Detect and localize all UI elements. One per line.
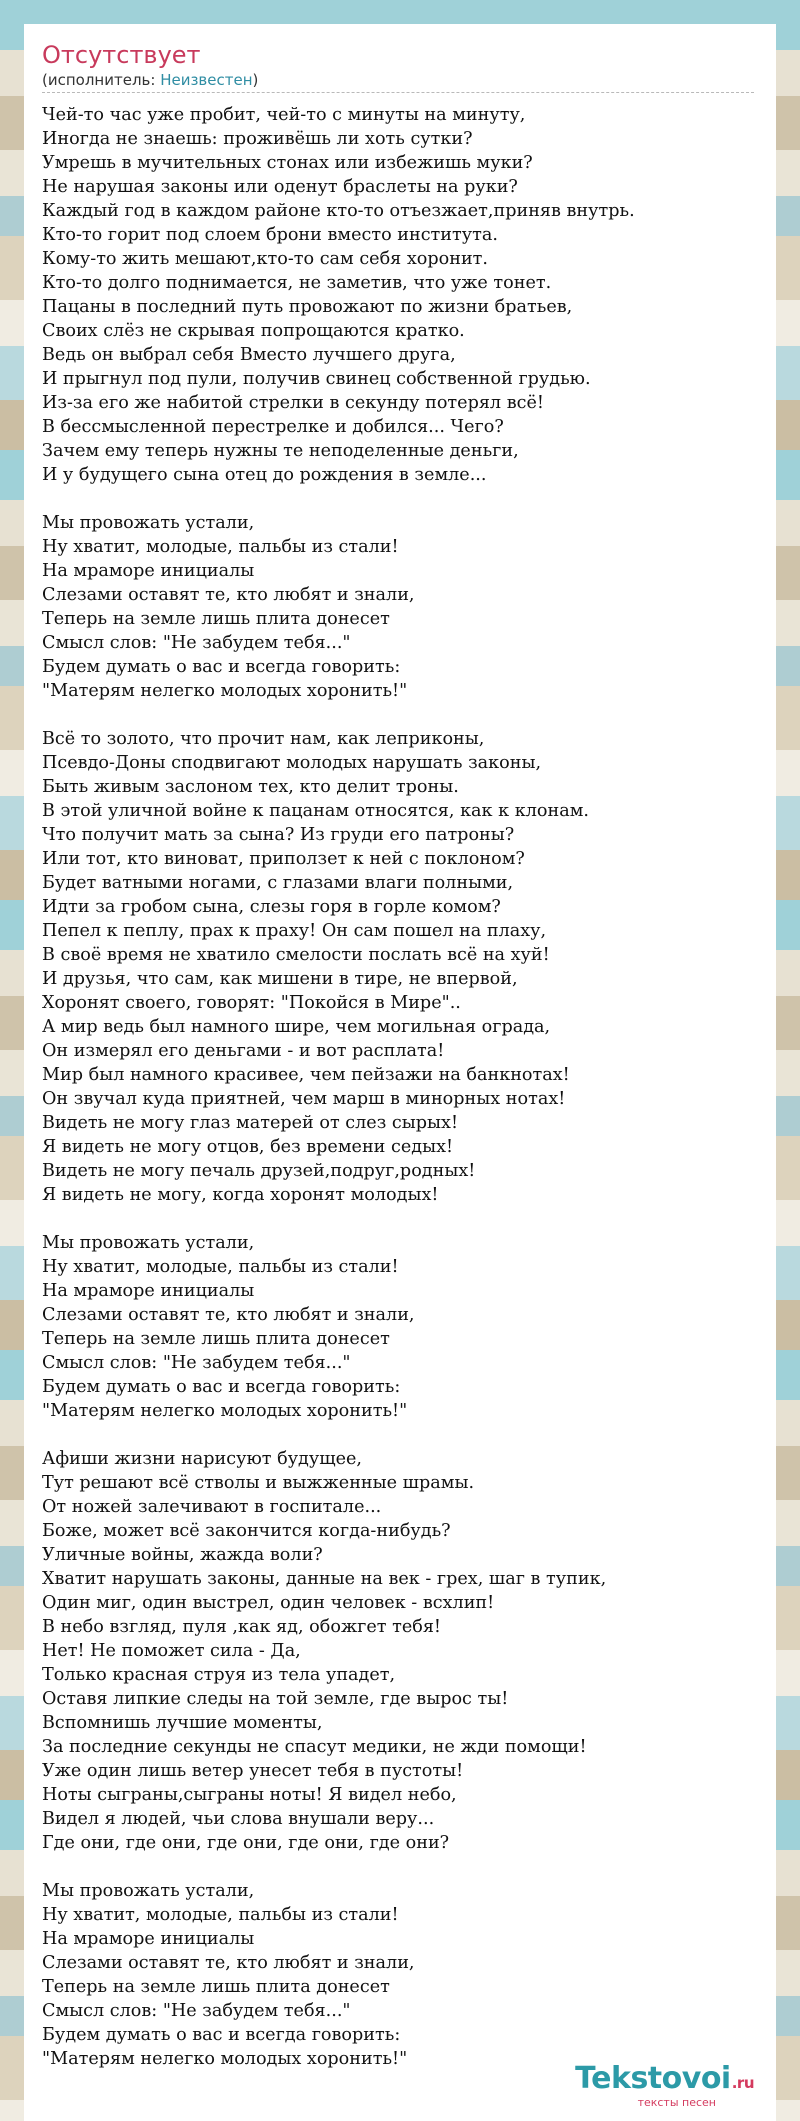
lyric-line: Слезами оставят те, кто любят и знали, xyxy=(42,585,415,605)
lyric-line: Ну хватит, молодые, пальбы из стали! xyxy=(42,1257,399,1277)
lyric-line: Из-за его же набитой стрелки в секунду потерял всё! xyxy=(42,393,544,413)
lyric-line: Своих слёз не скрывая попрощаются кратко. xyxy=(42,321,465,341)
lyric-line: Иногда не знаешь: проживёшь ли хоть сутки? xyxy=(42,129,473,149)
lyric-line: Слезами оставят те, кто любят и знали, xyxy=(42,1953,415,1973)
lyric-line: Слезами оставят те, кто любят и знали, xyxy=(42,1305,415,1325)
lyric-line: Хоронят своего, говорят: "Покойся в Мире".. xyxy=(42,993,461,1013)
lyric-line: На мраморе инициалы xyxy=(42,561,255,581)
lyric-line: И у будущего сына отец до рождения в земле... xyxy=(42,465,487,485)
lyric-line: Ну хватит, молодые, пальбы из стали! xyxy=(42,1905,399,1925)
lyric-line: Ведь он выбрал себя Вместо лучшего друга, xyxy=(42,345,456,365)
lyric-line: Будет ватными ногами, с глазами влаги полными, xyxy=(42,873,514,893)
lyric-line: Будем думать о вас и всегда говорить: xyxy=(42,657,401,677)
lyric-line: Псевдо-Доны сподвигают молодых нарушать законы, xyxy=(42,753,542,773)
lyric-line: Хватит нарушать законы, данные на век - грех, шаг в тупик, xyxy=(42,1569,607,1589)
lyric-line: Где они, где они, где они, где они, где они? xyxy=(42,1833,450,1853)
logo-name: Tekstovoi xyxy=(575,2061,731,2096)
lyric-line: "Матерям нелегко молодых хоронить!" xyxy=(42,1401,408,1421)
lyric-line: Нет! Не поможет сила - Да, xyxy=(42,1641,301,1661)
lyric-line: Ноты сыграны,сыграны ноты! Я видел небо, xyxy=(42,1785,457,1805)
song-title: Отсутствует xyxy=(42,41,201,69)
lyric-line: Он измерял его деньгами - и вот расплата! xyxy=(42,1041,445,1061)
stanza-break xyxy=(42,1855,758,1879)
lyric-line: Кому-то жить мешают,кто-то сам себя хоронит. xyxy=(42,249,489,269)
lyric-line: Умрешь в мучительных стонах или избежишь муки? xyxy=(42,153,533,173)
lyric-line: Чей-то час уже пробит, чей-то с минуты на минуту, xyxy=(42,105,526,125)
lyric-line: А мир ведь был намного шире, чем могильная ограда, xyxy=(42,1017,551,1037)
lyric-line: "Матерям нелегко молодых хоронить!" xyxy=(42,681,408,701)
lyric-line: Мир был намного красивее, чем пейзажи на банкнотах! xyxy=(42,1065,570,1085)
lyric-line: В небо взгляд, пуля ,как яд, обожгет тебя! xyxy=(42,1617,442,1637)
lyric-line: Зачем ему теперь нужны те неподеленные деньги, xyxy=(42,441,519,461)
lyric-line: Смысл слов: "Не забудем тебя..." xyxy=(42,2001,351,2021)
song-subtitle xyxy=(42,70,754,93)
lyric-line: Не нарушая законы или оденут браслеты на руки? xyxy=(42,177,518,197)
lyric-line: Кто-то горит под слоем брони вместо института. xyxy=(42,225,498,245)
lyric-line: За последние секунды не спасут медики, не жди помощи! xyxy=(42,1737,587,1757)
lyric-line: Афиши жизни нарисуют будущее, xyxy=(42,1449,363,1469)
stanza-break xyxy=(42,703,758,727)
lyric-line: Мы провожать устали, xyxy=(42,1233,255,1253)
lyric-line: Смысл слов: "Не забудем тебя..." xyxy=(42,633,351,653)
lyric-line: Боже, может всё закончится когда-нибудь? xyxy=(42,1521,451,1541)
lyric-line: Теперь на земле лишь плита донесет xyxy=(42,1329,390,1349)
lyric-line: Я видеть не могу отцов, без времени седых! xyxy=(42,1137,454,1157)
lyric-line: Пепел к пеплу, прах к праху! Он сам пошел на плаху, xyxy=(42,921,547,941)
lyric-line: Будем думать о вас и всегда говорить: xyxy=(42,2025,401,2045)
lyric-line: В этой уличной войне к пацанам относятся, как к клонам. xyxy=(42,801,589,821)
lyric-line: Что получит мать за сына? Из груди его патроны? xyxy=(42,825,515,845)
lyric-line: Идти за гробом сына, слезы горя в горле комом? xyxy=(42,897,501,917)
lyric-line: Видеть не могу глаз матерей от слез сырых! xyxy=(42,1113,459,1133)
lyric-line: Я видеть не могу, когда хоронят молодых! xyxy=(42,1185,439,1205)
lyric-line: Быть живым заслоном тех, кто делит троны. xyxy=(42,777,459,797)
lyric-line: Вспомнишь лучшие моменты, xyxy=(42,1713,323,1733)
lyric-line: Он звучал куда приятней, чем марш в минорных нотах! xyxy=(42,1089,566,1109)
lyric-line: Ну хватит, молодые, пальбы из стали! xyxy=(42,537,399,557)
lyric-line: "Матерям нелегко молодых хоронить!" xyxy=(42,2049,408,2069)
lyric-line: Будем думать о вас и всегда говорить: xyxy=(42,1377,401,1397)
lyric-line: Один миг, один выстрел, один человек - всхлип! xyxy=(42,1593,495,1613)
lyric-line: Только красная струя из тела упадет, xyxy=(42,1665,396,1685)
logo-wordmark xyxy=(575,2063,754,2099)
lyric-line: Уличные войны, жажда воли? xyxy=(42,1545,323,1565)
lyrics-text xyxy=(42,103,758,2071)
logo-tld: .ru xyxy=(731,2074,754,2092)
lyric-line: Видел я людей, чьи слова внушали веру... xyxy=(42,1809,435,1829)
site-logo[interactable] xyxy=(575,2063,754,2109)
lyric-line: Теперь на земле лишь плита донесет xyxy=(42,1977,390,1997)
subtitle-suffix: ) xyxy=(252,71,259,89)
subtitle-prefix: (исполнитель: xyxy=(42,71,161,89)
lyric-line: Пацаны в последний путь провожают по жизни братьев, xyxy=(42,297,573,317)
lyric-line: Или тот, кто виноват, приползет к ней с поклоном? xyxy=(42,849,525,869)
lyric-line: Теперь на земле лишь плита донесет xyxy=(42,609,390,629)
lyric-line: Уже один лишь ветер унесет тебя в пустоты! xyxy=(42,1761,464,1781)
lyric-line: Мы провожать устали, xyxy=(42,1881,255,1901)
stanza-break xyxy=(42,487,758,511)
lyric-line: На мраморе инициалы xyxy=(42,1929,255,1949)
stanza-break xyxy=(42,1207,758,1231)
lyric-line: И прыгнул под пули, получив свинец собственной грудью. xyxy=(42,369,591,389)
lyric-line: На мраморе инициалы xyxy=(42,1281,255,1301)
logo-tagline: тексты песен xyxy=(637,2096,716,2109)
lyric-line: В бессмысленной перестрелке и добился... Чего? xyxy=(42,417,504,437)
lyric-line: Всё то золото, что прочит нам, как леприконы, xyxy=(42,729,485,749)
lyric-line: Кто-то долго поднимается, не заметив, что уже тонет. xyxy=(42,273,552,293)
lyric-line: Смысл слов: "Не забудем тебя..." xyxy=(42,1353,351,1373)
lyric-line: Тут решают всё стволы и выжженные шрамы. xyxy=(42,1473,475,1493)
lyric-line: И друзья, что сам, как мишени в тире, не впервой, xyxy=(42,969,518,989)
lyric-line: Оставя липкие следы на той земле, где вырос ты! xyxy=(42,1689,509,1709)
lyric-line: Видеть не могу печаль друзей,подруг,родных! xyxy=(42,1161,476,1181)
lyric-line: От ножей залечивают в госпитале... xyxy=(42,1497,382,1517)
lyric-line: Каждый год в каждом районе кто-то отъезжает,приняв внутрь. xyxy=(42,201,635,221)
artist-link[interactable]: Неизвестен xyxy=(160,71,253,89)
lyric-line: В своё время не хватило смелости послать всё на хуй! xyxy=(42,945,550,965)
stanza-break xyxy=(42,1423,758,1447)
lyric-line: Мы провожать устали, xyxy=(42,513,255,533)
lyrics-card xyxy=(24,24,776,2121)
